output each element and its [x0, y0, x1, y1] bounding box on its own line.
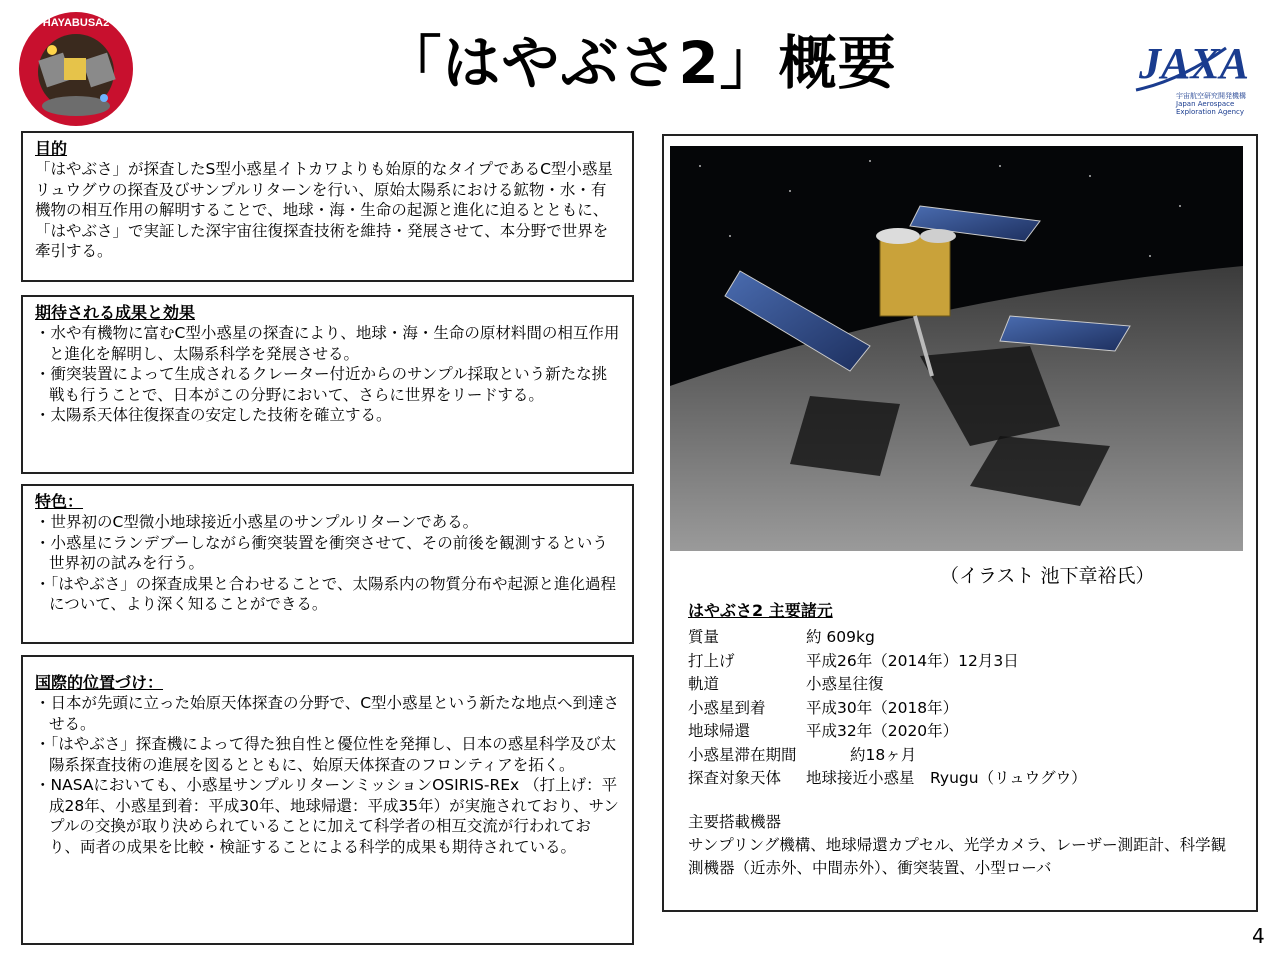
list-item: ・「はやぶさ」探査機によって得た独自性と優位性を発揮し、日本の惑星科学及び太陽系探査技術の進展を図るとともに、始原天体探査のフロンティアを拓く。 [35, 735, 617, 774]
list-item: ・小惑星にランデブーしながら衝突装置を衝突させて、その前後を観測するという世界初の試みを行う。 [35, 533, 608, 572]
specs-table [688, 626, 1248, 791]
features-section [21, 484, 634, 644]
spacecraft-illustration [670, 146, 1243, 551]
table-row: 小惑星到着 平成30年（2018年） [688, 698, 959, 717]
equipment-list: サンプリング機構、地球帰還カプセル、光学カメラ、レーザー測距計、科学観測機器（近赤外、中間赤外）、衝突装置、小型ローバ [688, 836, 1227, 877]
table-row: 地球帰還 平成32年（2020年） [688, 722, 959, 740]
international-heading: 国際的位置づけ： [35, 673, 164, 692]
mission-patch-text: HAYABUSA2 [42, 17, 110, 29]
jaxa-logo-text: JAXA [1138, 39, 1250, 88]
equipment-heading: 主要搭載機器 [688, 813, 782, 831]
features-heading: 特色： [35, 492, 84, 511]
purpose-section [21, 131, 634, 282]
specs-heading: はやぶさ2 主要諸元 [688, 601, 833, 620]
list-item: ・「はやぶさ」の探査成果と合わせることで、太陽系内の物質分布や起源と進化過程について、より深く知ることができる。 [35, 574, 616, 613]
table-row: 小惑星滞在期間 約18ヶ月 [688, 745, 917, 764]
page-number: 4 [1252, 924, 1265, 948]
list-item: ・NASAにおいても、小惑星サンプルリターンミッションOSIRIS-REx （打上げ：平成28年、小惑星到着：平成30年、地球帰還：平成35年）が実施されており、サンプルの交換が取り決められていることに加えて科学者の相互交流が行われており、両者の成果を比較・検証することによる科学的成果も期待されている。 [35, 776, 619, 856]
list-item: ・太陽系天体往復探査の安定した技術を確立する。 [35, 406, 392, 424]
page-title: 「はやぶさ2」概要 [383, 29, 897, 97]
illustration-credit: （イラスト 池下章裕氏） [940, 565, 1155, 587]
mission-patch-icon [12, 10, 140, 128]
table-row: 探査対象天体 地球接近小惑星 Ryugu（リュウグウ） [688, 769, 1087, 787]
table-row: 打上げ 平成26年（2014年）12月3日 [688, 651, 1019, 670]
list-item: ・水や有機物に富むC型小惑星の探査により、地球・海・生命の原材料間の相互作用と進化を解明し、太陽系科学を発展させる。 [35, 324, 620, 363]
list-item: ・日本が先頭に立った始原天体探査の分野で、C型小惑星という新たな地点へ到達させる。 [35, 694, 620, 733]
expected-heading: 期待される成果と効果 [35, 303, 196, 322]
table-row: 質量 約 609kg [688, 628, 875, 646]
list-item: ・世界初のC型微小地球接近小惑星のサンプルリターンである。 [35, 513, 479, 531]
jaxa-subtitle: 宇宙航空研究開発機構 Japan Aerospace Exploration Agency [1176, 92, 1246, 116]
table-row: 軌道 小惑星往復 [688, 675, 884, 693]
international-section [21, 655, 634, 945]
purpose-heading: 目的 [35, 139, 68, 158]
expected-section [21, 295, 634, 474]
list-item: ・衝突装置によって生成されるクレーター付近からのサンプル採取という新たな挑戦も行うことで、日本がこの分野において、さらに世界をリードする。 [35, 365, 608, 404]
purpose-body: 「はやぶさ」が探査したS型小惑星イトカワよりも始原的なタイプであるC型小惑星リュウグウの探査及びサンプルリターンを行い、原始太陽系における鉱物・水・有機物の相互作用の解明することで、地球・海・生命の起源と進化に迫るとともに、「はやぶさ」で実証した深宇宙往復探査技術を維持・発展させて、本分野で世界を牽引する。 [35, 160, 613, 260]
